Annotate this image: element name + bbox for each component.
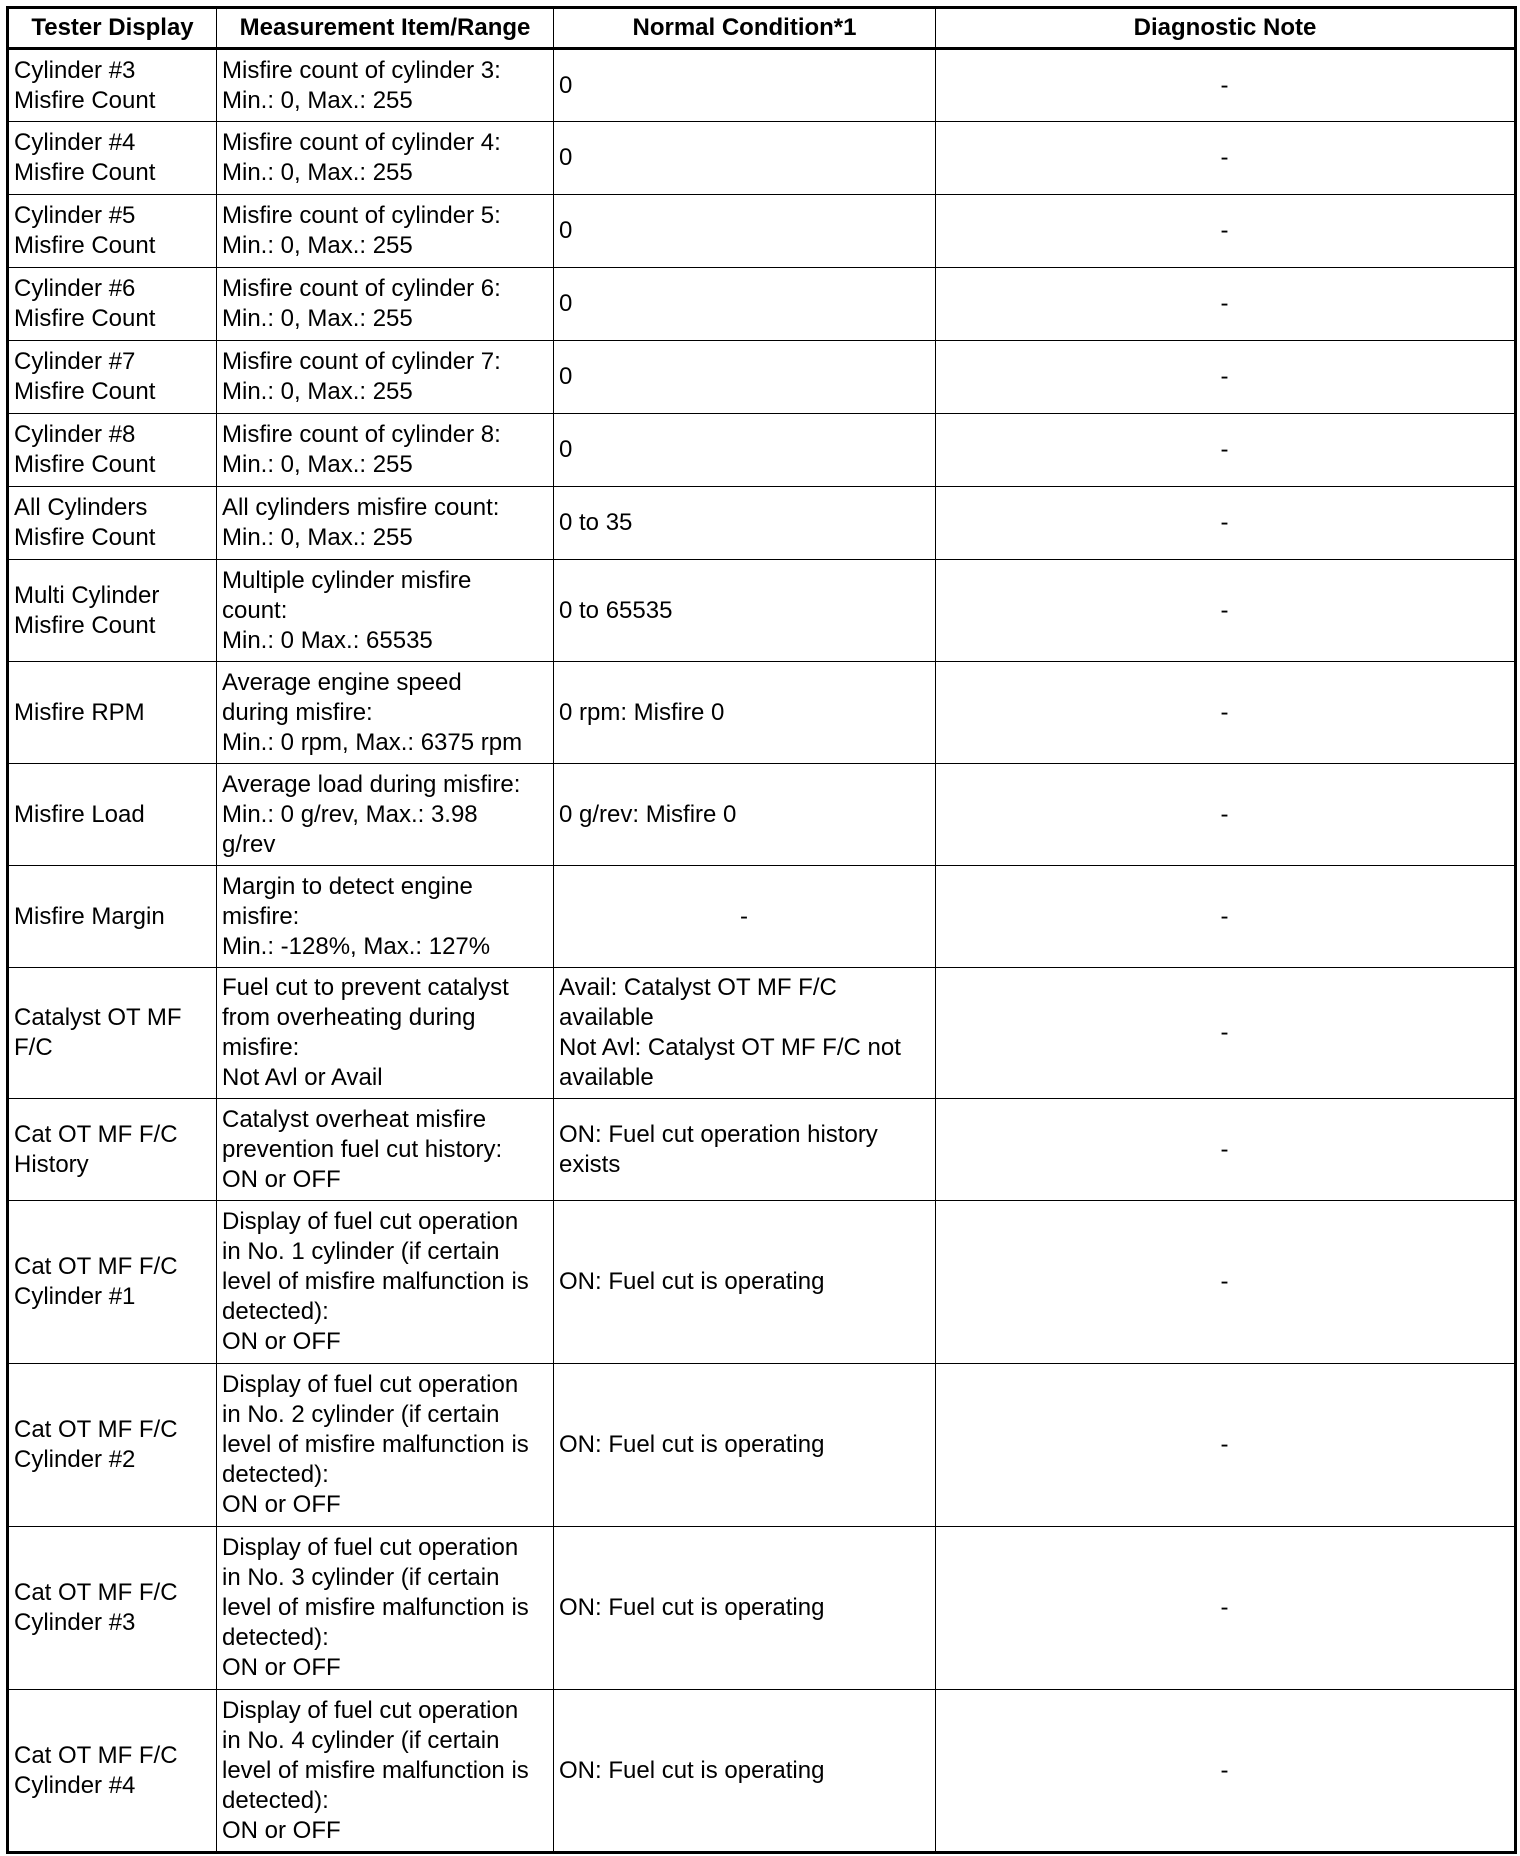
tester-display-cell: Cat OT MF F/C Cylinder #2 bbox=[8, 1364, 217, 1527]
normal-condition-cell: ON: Fuel cut is operating bbox=[554, 1201, 936, 1364]
diagnostic-note-cell: - bbox=[936, 866, 1516, 968]
table-row bbox=[8, 1099, 1516, 1201]
tester-display-cell: Cylinder #8 Misfire Count bbox=[8, 414, 217, 487]
measurement-range-cell: Fuel cut to prevent catalyst from overheating during misfire: Not Avl or Avail bbox=[217, 968, 554, 1099]
normal-condition-cell: Avail: Catalyst OT MF F/C available Not Avl: Catalyst OT MF F/C not available bbox=[554, 968, 936, 1099]
diagnostic-note-cell: - bbox=[936, 1364, 1516, 1527]
tester-display-cell: Cat OT MF F/C Cylinder #4 bbox=[8, 1690, 217, 1853]
normal-condition-cell: 0 rpm: Misfire 0 bbox=[554, 662, 936, 764]
diagnostic-note-cell: - bbox=[936, 341, 1516, 414]
measurement-range-cell: Display of fuel cut operation in No. 2 cylinder (if certain level of misfire malfunction is detected): ON or OFF bbox=[217, 1364, 554, 1527]
tester-display-cell: Cylinder #7 Misfire Count bbox=[8, 341, 217, 414]
normal-condition-cell: 0 bbox=[554, 49, 936, 122]
table-row bbox=[8, 487, 1516, 560]
table-row bbox=[8, 764, 1516, 866]
normal-condition-cell: ON: Fuel cut is operating bbox=[554, 1527, 936, 1690]
table-row bbox=[8, 195, 1516, 268]
data-list-table bbox=[6, 6, 1517, 1854]
diagnostic-note-cell: - bbox=[936, 49, 1516, 122]
diagnostic-note-cell: - bbox=[936, 1690, 1516, 1853]
normal-condition-cell: 0 bbox=[554, 414, 936, 487]
table-row bbox=[8, 560, 1516, 662]
measurement-range-cell: Average engine speed during misfire: Min.: 0 rpm, Max.: 6375 rpm bbox=[217, 662, 554, 764]
tester-display-cell: Cat OT MF F/C History bbox=[8, 1099, 217, 1201]
diagnostic-note-cell: - bbox=[936, 1099, 1516, 1201]
tester-display-cell: Cylinder #4 Misfire Count bbox=[8, 122, 217, 195]
measurement-range-cell: Margin to detect engine misfire: Min.: -128%, Max.: 127% bbox=[217, 866, 554, 968]
table-row bbox=[8, 1690, 1516, 1853]
header-measurement-item: Measurement Item/Range bbox=[217, 8, 554, 49]
measurement-range-cell: Multiple cylinder misfire count: Min.: 0 Max.: 65535 bbox=[217, 560, 554, 662]
table-row bbox=[8, 341, 1516, 414]
normal-condition-cell: - bbox=[554, 866, 936, 968]
diagnostic-note-cell: - bbox=[936, 268, 1516, 341]
diagnostic-note-cell: - bbox=[936, 560, 1516, 662]
tester-display-cell: Cat OT MF F/C Cylinder #1 bbox=[8, 1201, 217, 1364]
normal-condition-cell: 0 bbox=[554, 268, 936, 341]
table-row bbox=[8, 1201, 1516, 1364]
measurement-range-cell: Misfire count of cylinder 5: Min.: 0, Max.: 255 bbox=[217, 195, 554, 268]
tester-display-cell: Misfire Load bbox=[8, 764, 217, 866]
tester-display-cell: Cylinder #6 Misfire Count bbox=[8, 268, 217, 341]
header-tester-display: Tester Display bbox=[8, 8, 217, 49]
table-row bbox=[8, 662, 1516, 764]
diagnostic-note-cell: - bbox=[936, 1527, 1516, 1690]
table-row bbox=[8, 268, 1516, 341]
diagnostic-note-cell: - bbox=[936, 764, 1516, 866]
header-normal-condition: Normal Condition*1 bbox=[554, 8, 936, 49]
measurement-range-cell: Display of fuel cut operation in No. 1 cylinder (if certain level of misfire malfunction is detected): ON or OFF bbox=[217, 1201, 554, 1364]
table-row bbox=[8, 1527, 1516, 1690]
normal-condition-cell: 0 bbox=[554, 122, 936, 195]
tester-display-cell: Multi Cylinder Misfire Count bbox=[8, 560, 217, 662]
diagnostic-note-cell: - bbox=[936, 1201, 1516, 1364]
table-row bbox=[8, 122, 1516, 195]
diagnostic-note-cell: - bbox=[936, 968, 1516, 1099]
normal-condition-cell: 0 bbox=[554, 195, 936, 268]
diagnostic-note-cell: - bbox=[936, 662, 1516, 764]
diagnostic-note-cell: - bbox=[936, 195, 1516, 268]
measurement-range-cell: Misfire count of cylinder 7: Min.: 0, Max.: 255 bbox=[217, 341, 554, 414]
tester-display-cell: Cylinder #5 Misfire Count bbox=[8, 195, 217, 268]
measurement-range-cell: Misfire count of cylinder 3: Min.: 0, Max.: 255 bbox=[217, 49, 554, 122]
tester-display-cell: Cylinder #3 Misfire Count bbox=[8, 49, 217, 122]
tester-display-cell: All Cylinders Misfire Count bbox=[8, 487, 217, 560]
measurement-range-cell: All cylinders misfire count: Min.: 0, Max.: 255 bbox=[217, 487, 554, 560]
normal-condition-cell: 0 bbox=[554, 341, 936, 414]
measurement-range-cell: Display of fuel cut operation in No. 4 cylinder (if certain level of misfire malfunction is detected): ON or OFF bbox=[217, 1690, 554, 1853]
tester-display-cell: Catalyst OT MF F/C bbox=[8, 968, 217, 1099]
measurement-range-cell: Misfire count of cylinder 6: Min.: 0, Max.: 255 bbox=[217, 268, 554, 341]
normal-condition-cell: 0 g/rev: Misfire 0 bbox=[554, 764, 936, 866]
diagnostic-note-cell: - bbox=[936, 122, 1516, 195]
measurement-range-cell: Misfire count of cylinder 4: Min.: 0, Max.: 255 bbox=[217, 122, 554, 195]
diagnostic-note-cell: - bbox=[936, 487, 1516, 560]
normal-condition-cell: ON: Fuel cut is operating bbox=[554, 1364, 936, 1527]
measurement-range-cell: Misfire count of cylinder 8: Min.: 0, Max.: 255 bbox=[217, 414, 554, 487]
table-row bbox=[8, 1364, 1516, 1527]
tester-display-cell: Cat OT MF F/C Cylinder #3 bbox=[8, 1527, 217, 1690]
header-diagnostic-note: Diagnostic Note bbox=[936, 8, 1516, 49]
table-row bbox=[8, 968, 1516, 1099]
table-row bbox=[8, 49, 1516, 122]
table-row bbox=[8, 866, 1516, 968]
tester-display-cell: Misfire Margin bbox=[8, 866, 217, 968]
diagnostic-note-cell: - bbox=[936, 414, 1516, 487]
measurement-range-cell: Catalyst overheat misfire prevention fuel cut history: ON or OFF bbox=[217, 1099, 554, 1201]
normal-condition-cell: 0 to 65535 bbox=[554, 560, 936, 662]
tester-display-cell: Misfire RPM bbox=[8, 662, 217, 764]
measurement-range-cell: Average load during misfire: Min.: 0 g/rev, Max.: 3.98 g/rev bbox=[217, 764, 554, 866]
table-row bbox=[8, 414, 1516, 487]
normal-condition-cell: ON: Fuel cut operation history exists bbox=[554, 1099, 936, 1201]
header-row bbox=[8, 8, 1516, 49]
measurement-range-cell: Display of fuel cut operation in No. 3 cylinder (if certain level of misfire malfunction is detected): ON or OFF bbox=[217, 1527, 554, 1690]
normal-condition-cell: 0 to 35 bbox=[554, 487, 936, 560]
normal-condition-cell: ON: Fuel cut is operating bbox=[554, 1690, 936, 1853]
table-body bbox=[8, 49, 1516, 1853]
